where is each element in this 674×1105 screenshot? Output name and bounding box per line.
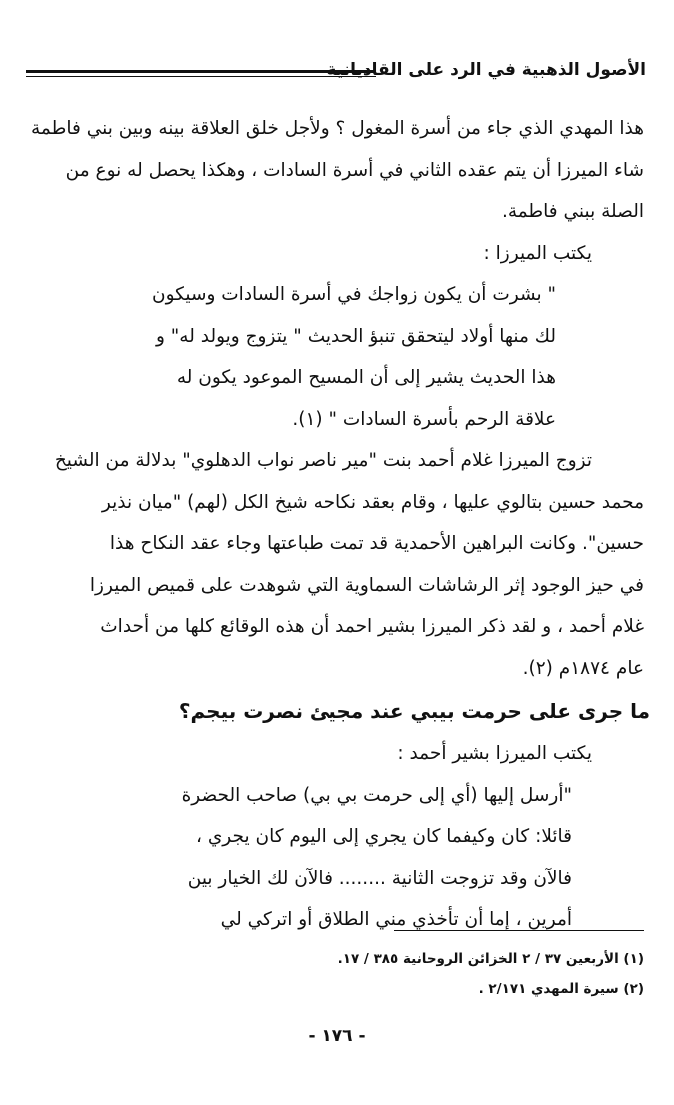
quote-line: " بشرت أن يكون زواجك في أسرة السادات وسيكون <box>152 284 556 305</box>
quote-line: هذا الحديث يشير إلى أن المسيح الموعود يكون له <box>176 367 556 388</box>
text-line: شاء الميرزا أن يتم عقده الثاني في أسرة السادات ، وهكذا يحصل له نوع من <box>65 159 644 181</box>
quote-line: فالآن وقد تزوجت الثانية ........ فالآن لك الخيار بين <box>187 867 572 889</box>
header-rule <box>26 70 376 77</box>
quote-line: علاقة الرحم بأسرة السادات " (١). <box>292 408 556 430</box>
quote-line: أمرين ، إما أن تأخذي مني الطلاق أو اتركي لي <box>220 909 572 930</box>
quote-line: قائلا: كان وكيفما كان يجري إلى اليوم كان يجري ، <box>195 826 572 847</box>
footnote: (١) الأربعين ٣٧ / ٢ الخزائن الروحانية ٣٨٥ / ١٧. <box>337 951 644 967</box>
text-line: محمد حسين بتالوي عليها ، وقام بعقد نكاحه شيخ الكل (لهم) "ميان نذير <box>101 491 644 513</box>
page-number: - ١٧٦ - <box>308 1026 366 1046</box>
running-header <box>26 58 646 82</box>
footnote-rule <box>394 930 644 931</box>
body-text <box>28 108 650 941</box>
footnotes <box>28 944 644 1004</box>
text-line: يكتب الميرزا : <box>483 242 592 264</box>
text-line: يكتب الميرزا بشير أحمد : <box>397 743 592 764</box>
text-line: تزوج الميرزا غلام أحمد بنت "مير ناصر نواب الدهلوي" بدلالة من الشيخ <box>54 450 592 471</box>
running-title: الأصول الذهبية في الرد على القاديانية <box>326 60 646 80</box>
text-line: حسين". وكانت البراهين الأحمدية قد تمت طباعتها وجاء عقد النكاح هذا <box>109 533 644 554</box>
text-line: عام ١٨٧٤م (٢). <box>522 657 644 679</box>
text-line: هذا المهدي الذي جاء من أسرة المغول ؟ ولأجل خلق العلاقة بينه وبين بني فاطمة <box>31 118 644 139</box>
text-line: غلام أحمد ، و لقد ذكر الميرزا بشير احمد أن هذه الوقائع كلها من أحداث <box>100 616 644 637</box>
text-line: في حيز الوجود إثر الرشاشات السماوية التي شوهدت على قميص الميرزا <box>89 574 644 596</box>
quote-line: لك منها أولاد ليتحقق تنبؤ الحديث " يتزوج ويولد له" و <box>155 325 556 347</box>
footnote: (٢) سيرة المهدي ٢/١٧١ . <box>478 981 644 997</box>
section-heading: ما جرى على حرمت بيبي عند مجيئ نصرت بيجم؟ <box>178 699 650 723</box>
quote-line: "أرسل إليها (أي إلى حرمت بي بي) صاحب الحضرة <box>181 784 572 806</box>
text-line: الصلة ببني فاطمة. <box>501 201 644 222</box>
